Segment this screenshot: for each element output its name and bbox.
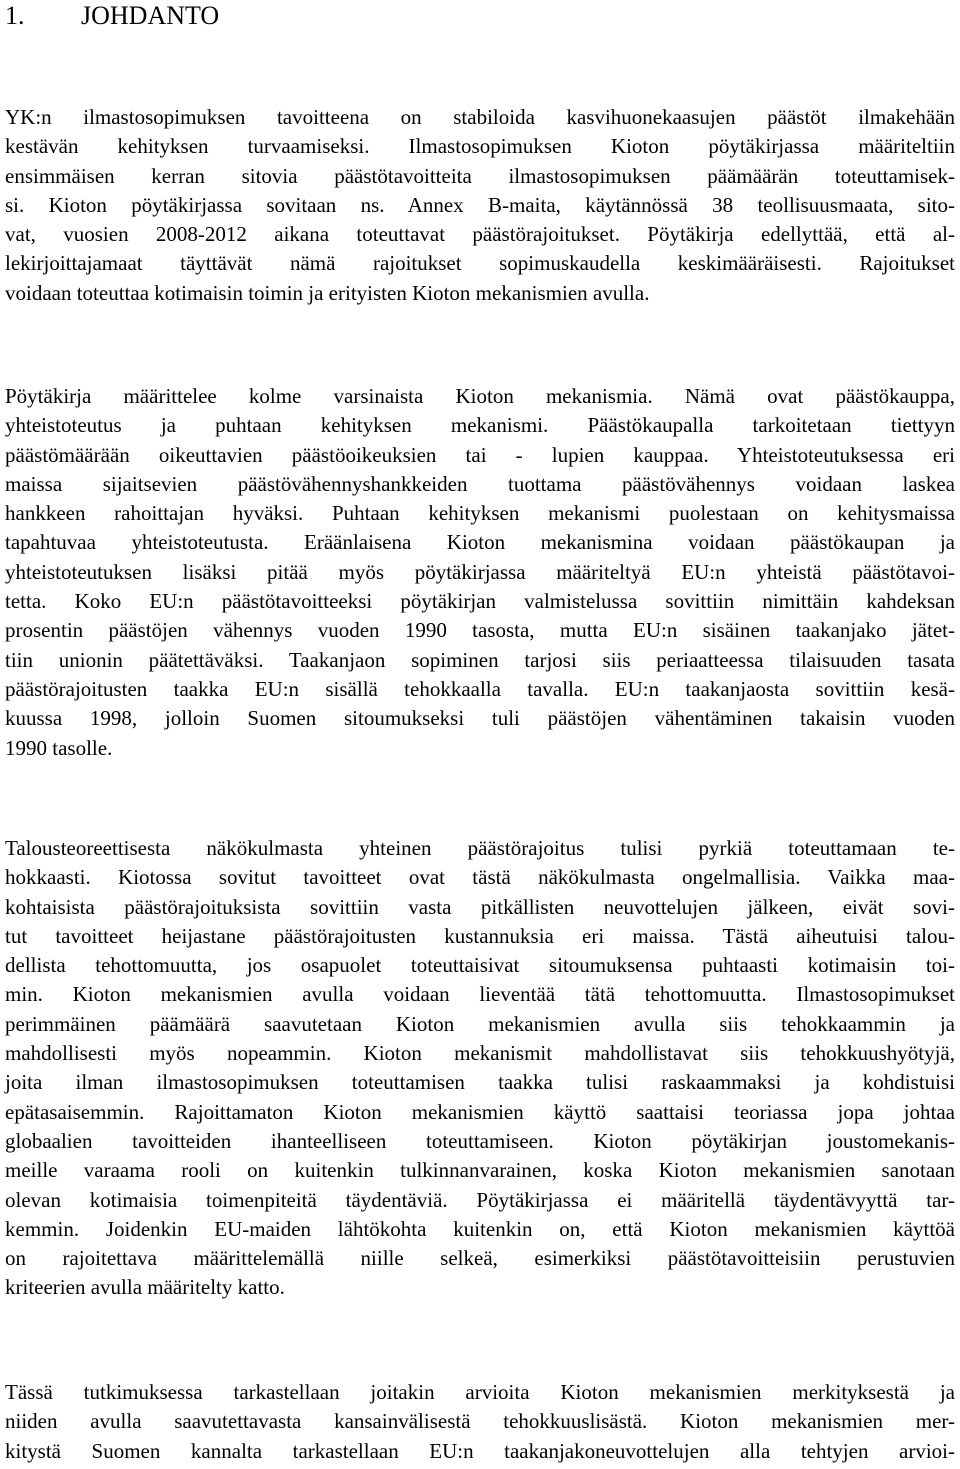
- text-line: si. Kioton pöytäkirjassa sovitaan ns. Annex B-maita, käytännössä 38 teollisuusmaata, sito-: [5, 192, 955, 217]
- text-line: niiden avulla saavutettavasta kansainvälisestä tehokkuuslisästä. Kioton mekanismien mer-: [5, 1409, 955, 1434]
- text-line: kriteerien avulla määritelty katto.: [5, 1275, 285, 1300]
- text-line: lekirjoittajamaat täyttävät nämä rajoitukset sopimuskaudella keskimääräisesti. Rajoitukset: [5, 251, 955, 276]
- paragraph-4: [5, 1378, 955, 1466]
- text-line: tiin unionin päätettäväksi. Taakanjaon sopiminen tarjosi siis periaatteessa tilaisuuden tasata: [5, 647, 955, 672]
- text-line: Talousteoreettisesta näkökulmasta yhteinen päästörajoitus tulisi pyrkiä toteuttamaan te-: [5, 836, 955, 860]
- text-line: yhteistoteutus ja puhtaan kehityksen mekanismi. Päästökaupalla tarkoitetaan tiettyyn: [5, 413, 955, 438]
- text-line: tetta. Koko EU:n päästötavoitteeksi pöytäkirjan valmistelussa sovittiin nimittäin kahdeksan: [5, 589, 955, 614]
- section-heading: [5, 1, 219, 31]
- text-line: on rajoitettava määrittelemällä niille selkeä, esimerkiksi päästötavoitteisiin perustuvien: [5, 1246, 955, 1271]
- text-line: kuussa 1998, jolloin Suomen sitoumukseksi tuli päästöjen vähentäminen takaisin vuoden: [5, 706, 955, 731]
- text-line: joita ilman ilmastosopimuksen toteuttamisen taakka tulisi raskaammaksi ja kohdistuisi: [5, 1070, 955, 1095]
- text-line: tut tavoitteet heijastane päästörajoitusten kustannuksia eri maissa. Tästä aiheutuisi talou-: [5, 923, 955, 948]
- section-number: 1.: [5, 1, 25, 30]
- text-line: voidaan toteuttaa kotimaisin toimin ja erityisten Kioton mekanismien avulla.: [5, 280, 650, 305]
- text-line: 1990 tasolle.: [5, 735, 113, 760]
- text-line: hankkeen rahoittajan hyväksi. Puhtaan kehityksen mekanismi puolestaan on kehitysmaissa: [5, 501, 955, 526]
- text-line: Pöytäkirja määrittelee kolme varsinaista Kioton mekanismia. Nämä ovat päästökauppa,: [5, 384, 955, 408]
- text-line: mahdollisesti myös nopeammin. Kioton mekanismit mahdollistavat siis tehokkuushyötyjä,: [5, 1041, 955, 1066]
- text-line: ensimmäisen kerran sitovia päästötavoitteita ilmastosopimuksen päämäärän toteuttamisek-: [5, 163, 955, 188]
- text-line: kestävän kehityksen turvaamiseksi. Ilmastosopimuksen Kioton pöytäkirjassa määriteltiin: [5, 134, 955, 159]
- text-line: olevan kotimaisia toimenpiteitä täydentäviä. Pöytäkirjassa ei määritellä täydentävyyttä tar-: [5, 1187, 955, 1212]
- text-line: vat, vuosien 2008-2012 aikana toteuttavat päästörajoitukset. Pöytäkirja edellyttää, että al-: [5, 222, 955, 247]
- paragraph-1: [5, 103, 955, 308]
- text-line: dellista tehottomuutta, jos osapuolet toteuttaisivat sitoumuksensa puhtaasti kotimaisin toi-: [5, 953, 955, 978]
- text-line: maissa sijaitsevien päästövähennyshankkeiden tuottama päästövähennys voidaan laskea: [5, 471, 955, 496]
- text-line: globaalien tavoitteiden ihanteelliseen toteuttamiseen. Kioton pöytäkirjan joustomekanis-: [5, 1128, 955, 1153]
- text-line: kitystä Suomen kannalta tarkastellaan EU:n taakanjakoneuvottelujen alla tehtyjen arvioi-: [5, 1438, 955, 1463]
- text-line: hokkaasti. Kiotossa sovitut tavoitteet ovat tästä näkökulmasta ongelmallisia. Vaikka maa-: [5, 865, 955, 890]
- text-line: yhteistoteutuksen lisäksi pitää myös pöytäkirjassa määriteltyä EU:n yhteistä päästötavoi-: [5, 559, 955, 584]
- text-line: meille varaama rooli on kuitenkin tulkinnanvarainen, koska Kioton mekanismien sanotaan: [5, 1158, 955, 1183]
- text-line: päästömäärään oikeuttavien päästöoikeuksien tai - lupien kauppaa. Yhteistoteutuksessa eri: [5, 442, 955, 467]
- paragraph-3: [5, 834, 955, 1303]
- text-line: epätasaisemmin. Rajoittamaton Kioton mekanismien käyttö saattaisi teoriassa jopa johtaa: [5, 1099, 955, 1124]
- text-line: tapahtuvaa yhteistoteutusta. Eräänlaisena Kioton mekanismina voidaan päästökaupan ja: [5, 530, 955, 555]
- text-line: perimmäinen päämäärä saavutetaan Kioton mekanismien avulla siis tehokkaammin ja: [5, 1011, 955, 1036]
- text-line: prosentin päästöjen vähennys vuoden 1990 tasosta, mutta EU:n sisäinen taakanjako jätet-: [5, 618, 955, 643]
- text-line: kohtaisista päästörajoituksista sovittiin vasta pitkällisten neuvottelujen jälkeen, eivät sovi-: [5, 894, 955, 919]
- text-line: kemmin. Joidenkin EU-maiden lähtökohta kuitenkin on, että Kioton mekanismien käyttöä: [5, 1216, 955, 1241]
- text-line: Tässä tutkimuksessa tarkastellaan joitakin arvioita Kioton mekanismien merkityksestä ja: [5, 1380, 955, 1404]
- paragraph-2: [5, 382, 955, 763]
- text-line: YK:n ilmastosopimuksen tavoitteena on stabiloida kasvihuonekaasujen päästöt ilmakehään: [5, 105, 955, 129]
- text-line: päästörajoitusten taakka EU:n sisällä tehokkaalla tavalla. EU:n taakanjaosta sovittiin kesä-: [5, 676, 955, 701]
- text-line: min. Kioton mekanismien avulla voidaan lieventää tätä tehottomuutta. Ilmastosopimukset: [5, 982, 955, 1007]
- section-title: JOHDANTO: [81, 1, 220, 30]
